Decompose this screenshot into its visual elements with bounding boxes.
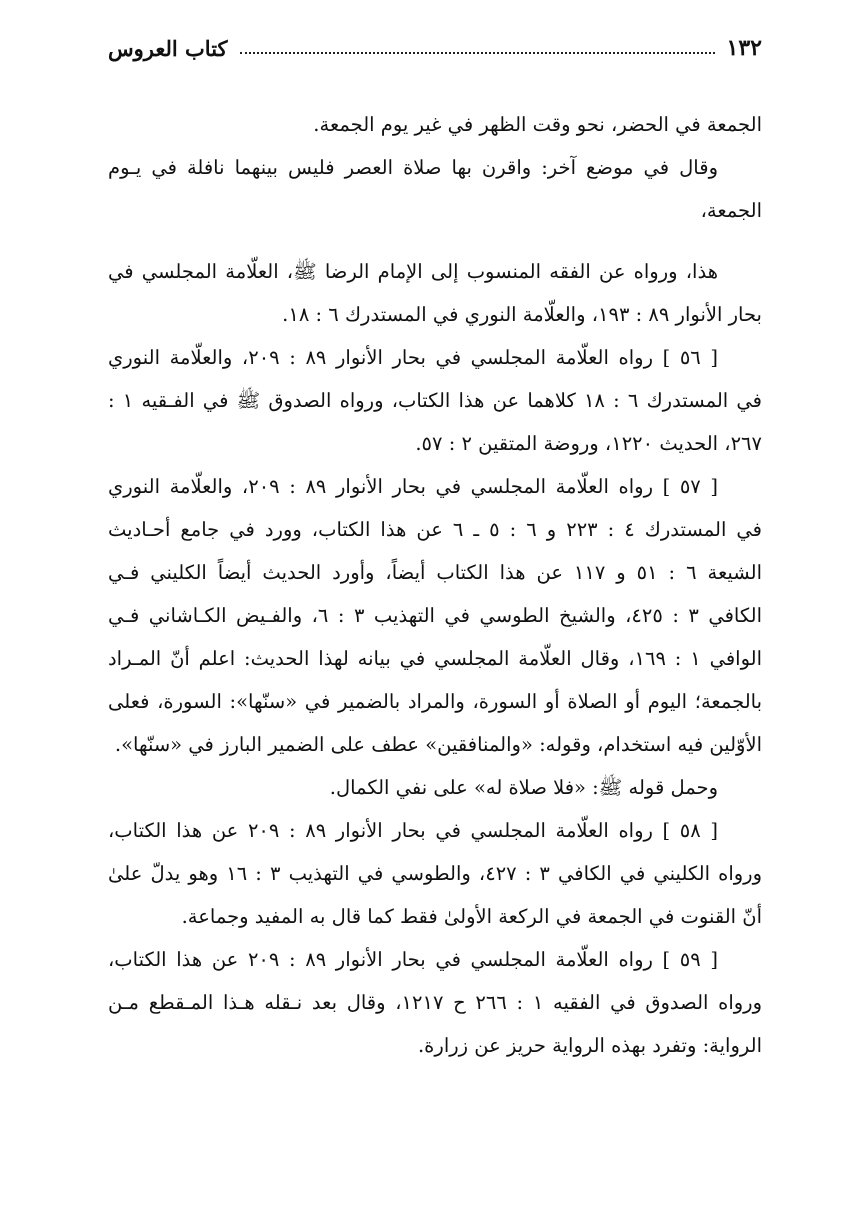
text-line: هذا، ورواه عن الفقه المنسوب إلى الإمام الرضا ﷺ، العلّامة المجلسي في — [108, 260, 718, 283]
page-body — [108, 103, 762, 1067]
text-line: ورواه الكليني في الكافي ٣ : ٤٢٧، والطوسي في التهذيب ٣ : ١٦ وهو يدلّ علىٰ — [108, 862, 762, 885]
text-line: في المستدرك ٤ : ٢٢٣ و ٦ : ٥ ـ ٦ عن هذا الكتاب، وورد في جامع أحـاديث — [108, 518, 762, 541]
text-line: الوافي ١ : ١٦٩، وقال العلّامة المجلسي في بيانه لهذا الحديث: اعلم أنّ المـراد — [108, 647, 762, 670]
text-line: ورواه الصدوق في الفقيه ١ : ٢٦٦ ح ١٢١٧، وقال بعد نـقله هـذا المـقطع مـن — [108, 991, 762, 1014]
text-line: وحمل قوله ﷺ: «فلا صلاة له» على نفي الكمال. — [329, 776, 718, 799]
text-line: الجمعة في الحضر، نحو وقت الظهر في غير يوم الجمعة. — [313, 113, 762, 136]
text-line: الرواية: وتفرد بهذه الرواية حريز عن زرارة. — [417, 1034, 762, 1057]
text-line: الأوّلين فيه استخدام، وقوله: «والمنافقين» عطف على الضمير البارز في «سنّها». — [114, 733, 762, 756]
page-number: ١٣٢ — [726, 35, 762, 61]
footnote-56: [ ٥٦ ] رواه العلّامة المجلسي في بحار الأنوار ٨٩ : ٢٠٩، والعلّامة النوري — [108, 346, 718, 369]
dotted-leader — [240, 51, 715, 54]
footnote-58: [ ٥٨ ] رواه العلّامة المجلسي في بحار الأنوار ٨٩ : ٢٠٩ عن هذا الكتاب، — [108, 819, 718, 842]
footnote-59: [ ٥٩ ] رواه العلّامة المجلسي في بحار الأنوار ٨٩ : ٢٠٩ عن هذا الكتاب، — [108, 948, 718, 971]
text-line: وقال في موضع آخر: واقرن بها صلاة العصر فليس بينهما نافلة في يـوم — [108, 156, 718, 179]
text-line: بالجمعة؛ اليوم أو الصلاة أو السورة، والمراد بالضمير في «سنّها»: السورة، فعلى — [108, 690, 762, 713]
text-line: في المستدرك ٦ : ١٨ كلاهما عن هذا الكتاب، ورواه الصدوق ﷺ في الفـقيه ١ : — [108, 389, 762, 412]
text-line: الجمعة، — [700, 199, 762, 222]
text-line: بحار الأنوار ٨٩ : ١٩٣، والعلّامة النوري في المستدرك ٦ : ١٨. — [282, 303, 762, 326]
text-line: أنّ القنوت في الجمعة في الركعة الأولىٰ فقط كما قال به المفيد وجماعة. — [181, 905, 762, 928]
text-line: ٢٦٧، الحديث ١٢٢٠، وروضة المتقين ٢ : ٥٧. — [415, 432, 762, 455]
text-line: الشيعة ٦ : ٥١ و ١١٧ عن هذا الكتاب أيضاً، وأورد الحديث أيضاً الكليني فـي — [108, 561, 762, 584]
text-line: الكافي ٣ : ٤٢٥، والشيخ الطوسي في التهذيب ٣ : ٦، والفـيض الكـاشاني فـي — [108, 604, 762, 627]
footnote-57: [ ٥٧ ] رواه العلّامة المجلسي في بحار الأنوار ٨٩ : ٢٠٩، والعلّامة النوري — [108, 475, 718, 498]
book-title: كتاب العروس — [108, 35, 228, 61]
running-header — [108, 30, 762, 66]
